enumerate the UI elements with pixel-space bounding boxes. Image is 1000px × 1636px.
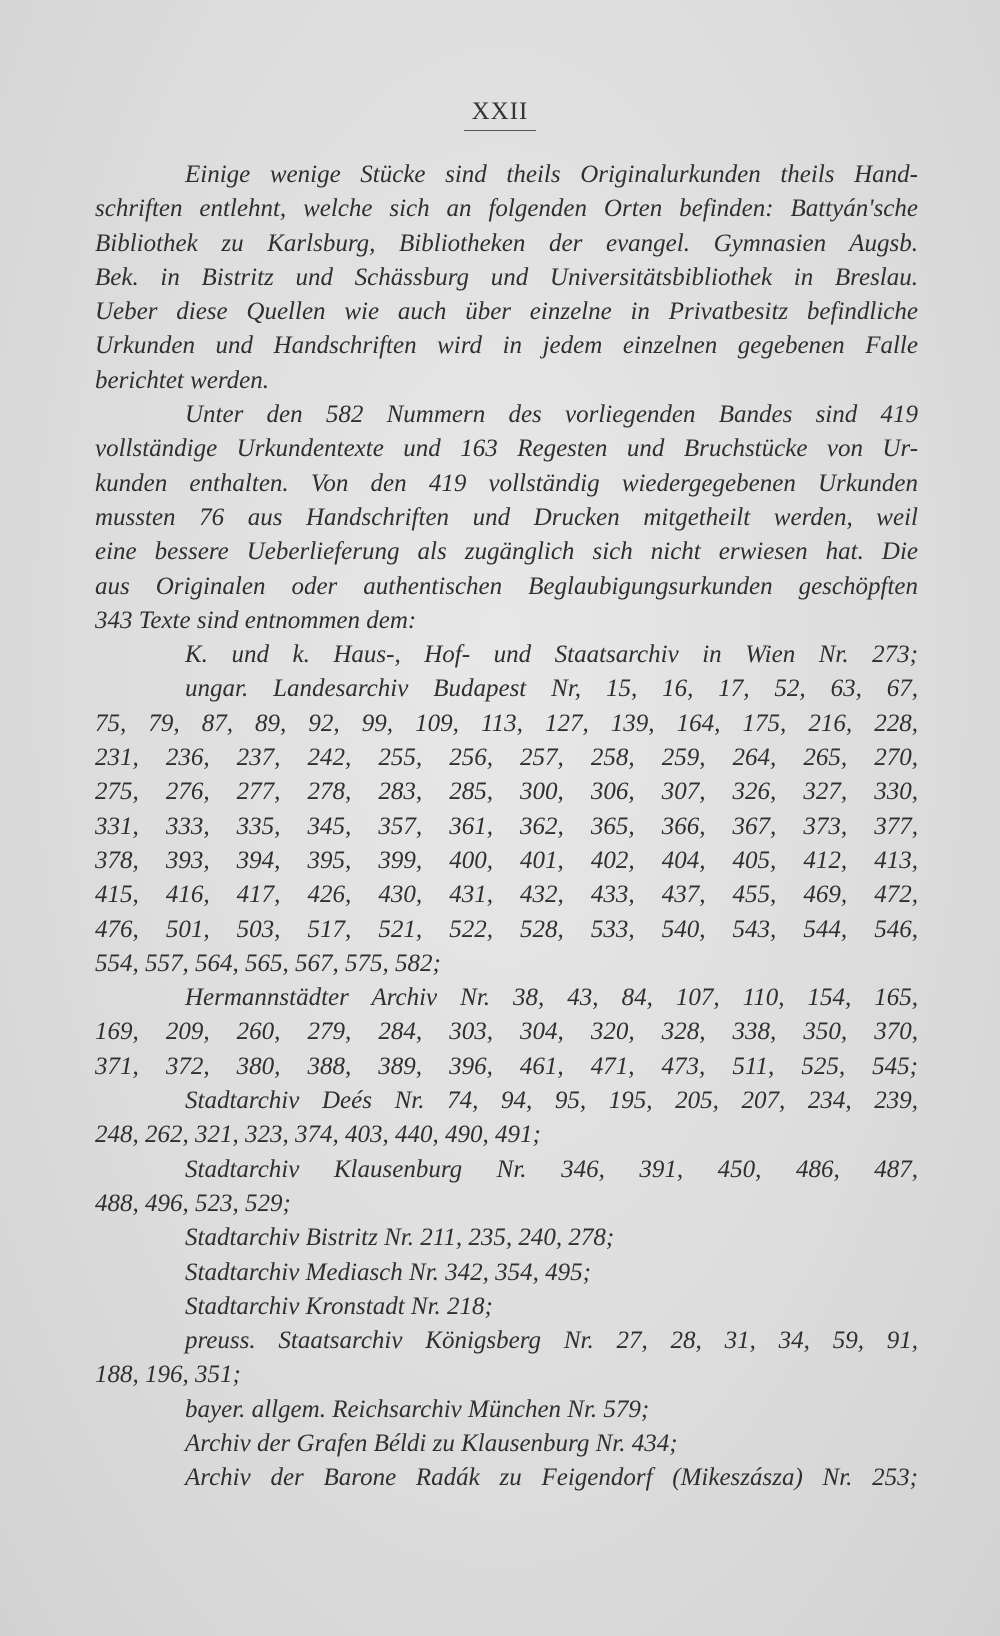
text-line: Ueber diese Quellen wie auch über einzelne in Privatbesitz befindliche [95, 298, 918, 326]
text-line: 378, 393, 394, 395, 399, 400, 401, 402, 404, 405, 412, 413, [95, 846, 918, 874]
text-line: Stadtarchiv Klausenburg Nr. 346, 391, 450, 486, 487, [185, 1155, 918, 1183]
text-line: 169, 209, 260, 279, 284, 303, 304, 320, 328, 338, 350, 370, [95, 1018, 918, 1046]
text-line: eine bessere Ueberlieferung als zugänglich sich nicht erwiesen hat. Die [95, 538, 918, 566]
text-line: kunden enthalten. Von den 419 vollständig wiedergegebenen Urkunden [95, 469, 918, 497]
text-line: Stadtarchiv Mediasch Nr. 342, 354, 495; [185, 1258, 591, 1286]
text-line: preuss. Staatsarchiv Königsberg Nr. 27, 28, 31, 34, 59, 91, [185, 1327, 918, 1355]
text-line: 488, 496, 523, 529; [95, 1189, 291, 1217]
text-line: aus Originalen oder authentischen Beglaubigungsurkunden geschöpften [95, 572, 918, 600]
text-line: bayer. allgem. Reichsarchiv München Nr. 579; [185, 1395, 650, 1423]
text-line: K. und k. Haus-, Hof- und Staatsarchiv in Wien Nr. 273; [185, 641, 918, 669]
text-line: 248, 262, 321, 323, 374, 403, 440, 490, 491; [95, 1121, 541, 1149]
page-number [0, 98, 1000, 131]
text-line: 75, 79, 87, 89, 92, 99, 109, 113, 127, 139, 164, 175, 216, 228, [95, 709, 918, 737]
text-line: Bek. in Bistritz und Schässburg und Universitätsbibliothek in Breslau. [95, 263, 919, 291]
text-line: 554, 557, 564, 565, 567, 575, 582; [95, 949, 441, 977]
text-line: Bibliothek zu Karlsburg, Bibliotheken der evangel. Gymnasien Augsb. [95, 229, 919, 257]
text-line: 343 Texte sind entnommen dem: [95, 606, 417, 634]
text-line: 275, 276, 277, 278, 283, 285, 300, 306, 307, 326, 327, 330, [95, 778, 918, 806]
text-line: 371, 372, 380, 388, 389, 396, 461, 471, 473, 511, 525, 545; [95, 1052, 918, 1080]
text-line: Hermannstädter Archiv Nr. 38, 43, 84, 107, 110, 154, 165, [185, 984, 919, 1012]
text-line: 231, 236, 237, 242, 255, 256, 257, 258, 259, 264, 265, 270, [95, 744, 918, 772]
page-number-text: XXII [464, 98, 537, 131]
text-line: schriften entlehnt, welche sich an folgenden Orten befinden: Battyán'sche [95, 195, 918, 223]
text-line: Urkunden und Handschriften wird in jedem einzelnen gegebenen Falle [95, 332, 918, 360]
text-line: Stadtarchiv Kronstadt Nr. 218; [185, 1292, 493, 1320]
text-line: 476, 501, 503, 517, 521, 522, 528, 533, 540, 543, 544, 546, [95, 915, 918, 943]
text-line: 415, 416, 417, 426, 430, 431, 432, 433, 437, 455, 469, 472, [95, 881, 918, 909]
text-line: 188, 196, 351; [95, 1361, 241, 1389]
text-line: vollständige Urkundentexte und 163 Regesten und Bruchstücke von Ur- [95, 435, 919, 463]
text-line: ungar. Landesarchiv Budapest Nr, 15, 16, 17, 52, 63, 67, [185, 675, 918, 703]
text-line: berichtet werden. [95, 366, 270, 394]
text-line: 331, 333, 335, 345, 357, 361, 362, 365, 366, 367, 373, 377, [95, 812, 918, 840]
text-line: Archiv der Grafen Béldi zu Klausenburg Nr. 434; [185, 1429, 678, 1457]
body-text [95, 158, 918, 1496]
text-line: Einige wenige Stücke sind theils Originalurkunden theils Hand- [185, 161, 918, 188]
text-line: Archiv der Barone Radák zu Feigendorf (Mikeszásza) Nr. 253; [185, 1464, 918, 1492]
text-line: Stadtarchiv Bistritz Nr. 211, 235, 240, 278; [185, 1224, 615, 1252]
text-line: Stadtarchiv Deés Nr. 74, 94, 95, 195, 205, 207, 234, 239, [185, 1087, 918, 1115]
text-line: Unter den 582 Nummern des vorliegenden Bandes sind 419 [185, 401, 918, 429]
text-line: mussten 76 aus Handschriften und Drucken mitgetheilt werden, weil [95, 503, 918, 531]
